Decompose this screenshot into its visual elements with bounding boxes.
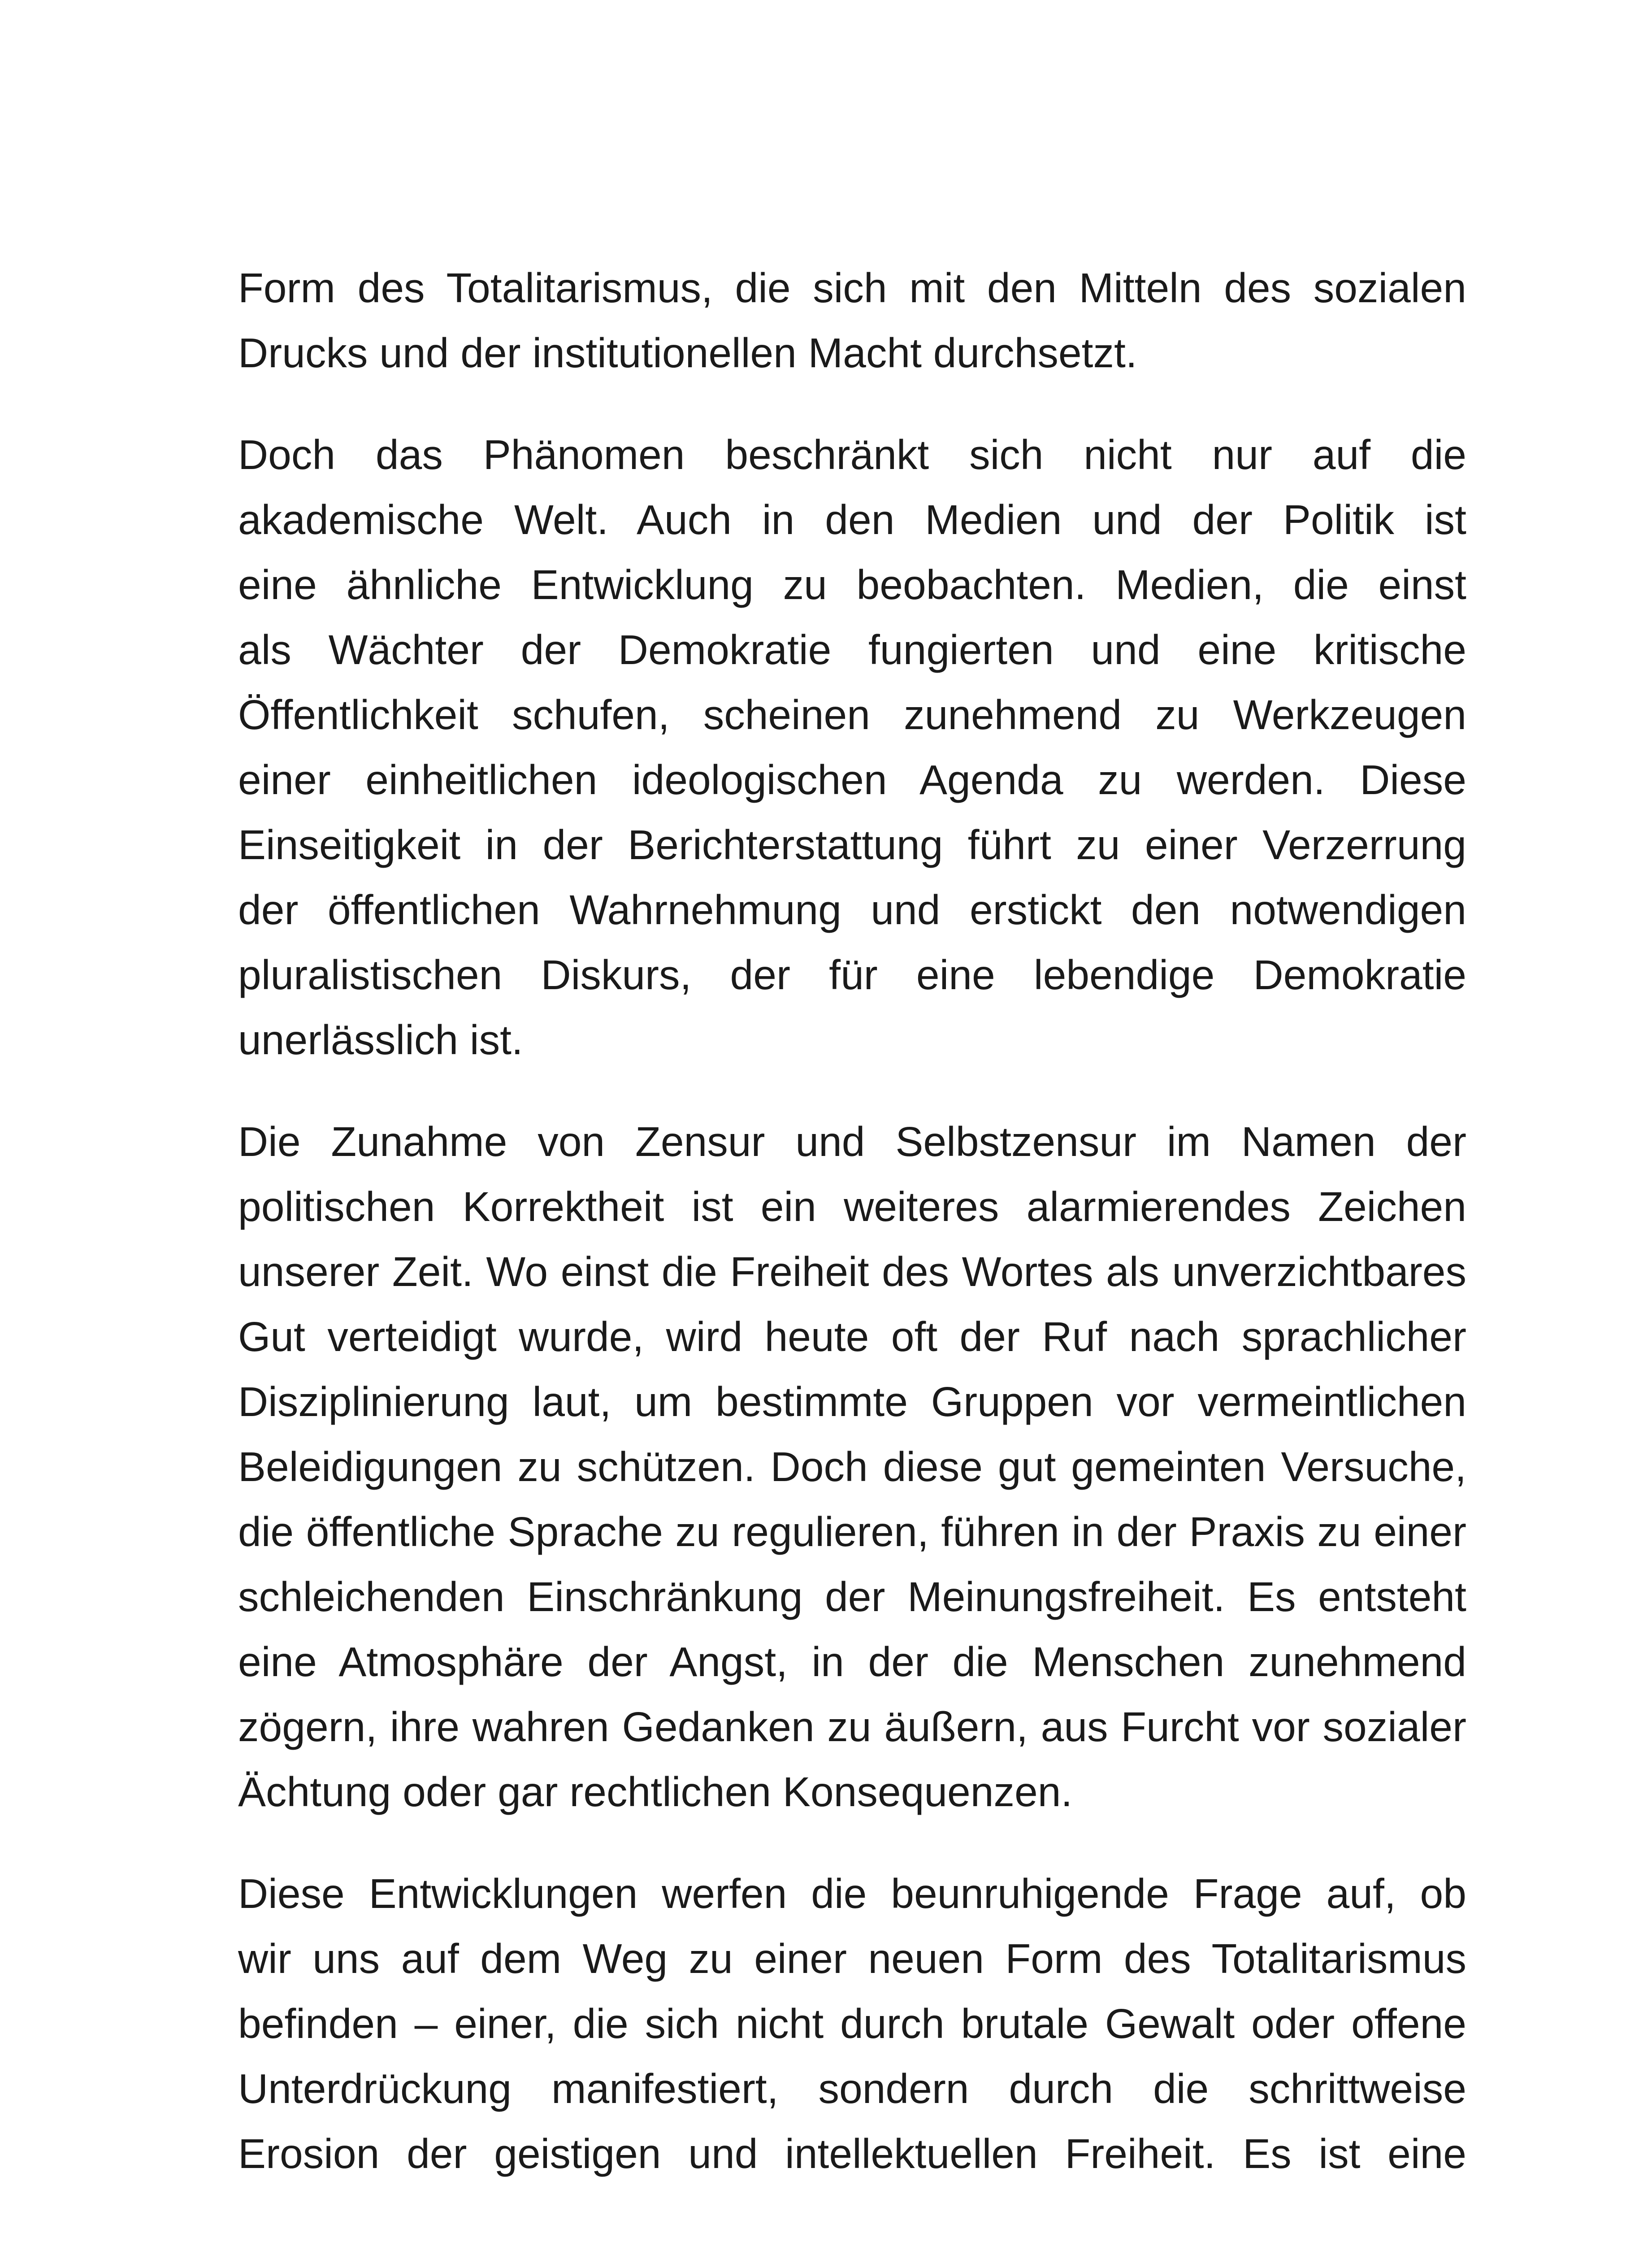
text-line: Disziplinierung laut, um bestimmte Gruppen vor vermeintlichen: [238, 1378, 1466, 1425]
text-line: wir uns auf dem Weg zu einer neuen Form des Totalitarismus: [238, 1935, 1466, 1982]
text-line: eine Atmosphäre der Angst, in der die Menschen zunehmend: [238, 1638, 1466, 1685]
paragraph: [238, 422, 1466, 1073]
text-line: Diese Entwicklungen werfen die beunruhigende Frage auf, ob: [238, 1870, 1466, 1917]
text-line: Einseitigkeit in der Berichterstattung führt zu einer Verzerrung: [238, 821, 1466, 868]
paragraph: [238, 1109, 1466, 1825]
text-line: unserer Zeit. Wo einst die Freiheit des Wortes als unverzichtbares: [238, 1248, 1466, 1295]
text-line: einer einheitlichen ideologischen Agenda zu werden. Diese: [238, 756, 1466, 803]
text-line: als Wächter der Demokratie fungierten und eine kritische: [238, 626, 1466, 673]
paragraph: [238, 1861, 1466, 2186]
text-line: Doch das Phänomen beschränkt sich nicht nur auf die: [238, 431, 1466, 478]
text-line: Drucks und der institutionellen Macht durchsetzt.: [238, 330, 1137, 376]
text-line: der öffentlichen Wahrnehmung und erstickt den notwendigen: [238, 886, 1466, 933]
text-line: unerlässlich ist.: [238, 1017, 523, 1063]
text-line: schleichenden Einschränkung der Meinungsfreiheit. Es entsteht: [238, 1573, 1466, 1620]
paragraph: [238, 256, 1466, 386]
text-line: eine ähnliche Entwicklung zu beobachten. Medien, die einst: [238, 561, 1466, 608]
text-line: befinden – einer, die sich nicht durch brutale Gewalt oder offene: [238, 2000, 1466, 2047]
text-line: Gut verteidigt wurde, wird heute oft der Ruf nach sprachlicher: [238, 1313, 1466, 1360]
text-line: akademische Welt. Auch in den Medien und der Politik ist: [238, 496, 1466, 543]
text-line: die öffentliche Sprache zu regulieren, führen in der Praxis zu einer: [238, 1508, 1466, 1555]
text-line: politischen Korrektheit ist ein weiteres alarmierendes Zeichen: [238, 1183, 1466, 1230]
text-line: Öffentlichkeit schufen, scheinen zunehmend zu Werkzeugen: [238, 691, 1466, 738]
text-line: pluralistischen Diskurs, der für eine lebendige Demokratie: [238, 952, 1466, 998]
text-line: Ächtung oder gar rechtlichen Konsequenzen.: [238, 1768, 1073, 1815]
text-line: Form des Totalitarismus, die sich mit den Mitteln des sozialen: [238, 265, 1466, 311]
body-text: [238, 256, 1466, 2223]
text-line: Erosion der geistigen und intellektuellen Freiheit. Es ist eine: [238, 2130, 1466, 2177]
text-line: Die Zunahme von Zensur und Selbstzensur im Namen der: [238, 1118, 1466, 1165]
text-line: zögern, ihre wahren Gedanken zu äußern, aus Furcht vor sozialer: [238, 1703, 1466, 1750]
text-line: Unterdrückung manifestiert, sondern durch die schrittweise: [238, 2065, 1466, 2112]
text-line: Beleidigungen zu schützen. Doch diese gut gemeinten Versuche,: [238, 1443, 1466, 1490]
